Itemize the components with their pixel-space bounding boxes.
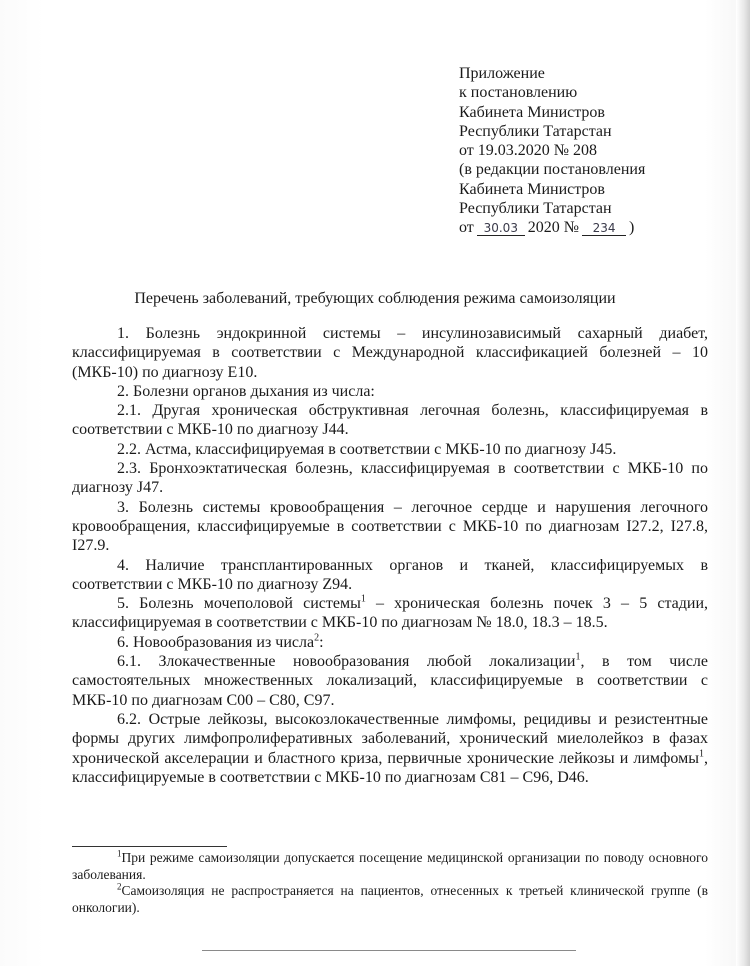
- list-item-text: – хроническая болезнь почек 3 – 5 стадии, классифицируемая в соответствии с МКБ-10 по диагнозам № 18.0, 18.3 – 18.5.: [72, 595, 709, 632]
- list-item: [72, 594, 708, 633]
- footnote-divider: [72, 846, 227, 847]
- list-item: [72, 633, 708, 652]
- footnotes: [72, 850, 708, 916]
- footnote-text: Самоизоляция не распространяется на пациентов, отнесенных к третьей клинической группе (в онкологии).: [72, 883, 708, 915]
- date-prefix: от: [459, 219, 474, 237]
- appendix-line: к постановлению: [459, 84, 578, 102]
- document-title: Перечень заболеваний, требующих соблюдения режима самоизоляции: [134, 290, 616, 307]
- footnote-ref: 1: [360, 593, 366, 605]
- date-year: 2020 №: [527, 219, 580, 237]
- appendix-line: Республики Татарстан: [459, 122, 612, 140]
- appendix-header: [459, 64, 729, 238]
- list-item-text: :: [319, 633, 324, 651]
- list-item: 4. Наличие трансплантированных органов и тканей, классифицируемых в соответствии с МКБ-10 по диагнозу Z94.: [72, 556, 708, 593]
- appendix-line: (в редакции постановления: [459, 161, 646, 179]
- handwritten-number: 234: [582, 221, 626, 236]
- footnote-ref: 1: [575, 651, 581, 663]
- close-paren: ): [629, 219, 635, 237]
- footnote-ref: 2: [314, 632, 320, 644]
- footnote-marker: 1: [117, 848, 122, 859]
- list-item-text: , классифицируемые в соответствии с МКБ-10 по диагнозам C81 – C96, D46.: [72, 749, 708, 786]
- list-item-text: , в том числе самостоятельных множественных локализаций, классифицируемые в соответствии с МКБ-10 по диагнозам C00 – C80, C97.: [72, 653, 709, 709]
- handwritten-date: 30.03: [477, 221, 525, 236]
- page-edge-shadow: [736, 0, 750, 966]
- list-item-text: 6. Новообразования из числа: [117, 633, 315, 651]
- list-item: [72, 710, 708, 787]
- list-item-text: 5. Болезнь мочеполовой системы: [117, 595, 361, 613]
- list-item: 2. Болезни органов дыхания из числа:: [117, 382, 375, 400]
- amendment-date-line: [459, 218, 729, 237]
- list-item: 3. Болезнь системы кровообращения – легочное сердце и нарушения легочного кровообращения, классифицируемые в соответствии с МКБ-10 по диагнозам I27.2, I27.8, I27.9.: [72, 498, 708, 555]
- list-item: 2.3. Бронхоэктатическая болезнь, классифицируемая в соответствии с МКБ-10 по диагнозу J47.: [72, 460, 708, 497]
- appendix-line: Кабинета Министров: [459, 103, 605, 121]
- appendix-line: Приложение: [459, 65, 545, 82]
- bottom-divider: [202, 950, 576, 951]
- footnote: [72, 850, 708, 883]
- list-item-text: 6.2. Острые лейкозы, высокозлокачественные лимфомы, рецидивы и резистентные формы других лимфопролиферативных заболеваний, хронический миелолейкоз в фазах хронической акселерации и бластного криза, первичные хронические лейкозы и лимфомы: [72, 710, 708, 767]
- footnote: [72, 883, 708, 916]
- appendix-line: Кабинета Министров: [459, 180, 605, 198]
- footnote-ref: 1: [699, 748, 704, 760]
- list-item-text: 6.1. Злокачественные новообразования любой локализации: [117, 653, 576, 671]
- appendix-line: Республики Татарстан: [459, 200, 612, 218]
- footnote-text: При режиме самоизоляции допускается посещение медицинской организации по поводу основного заболевания.: [72, 850, 708, 882]
- list-item: 1. Болезнь эндокринной системы – инсулинозависимый сахарный диабет, классифицируемая в соответствии с Международной классификацией болезней – 10 (МКБ-10) по диагнозу E10.: [72, 325, 708, 381]
- disease-list: [72, 324, 708, 787]
- appendix-line: от 19.03.2020 № 208: [459, 142, 598, 160]
- list-item: 2.1. Другая хроническая обструктивная легочная болезнь, классифицируемая в соответствии с МКБ-10 по диагнозу J44.: [72, 402, 708, 439]
- footnote-marker: 2: [117, 881, 122, 892]
- list-item: 2.2. Астма, классифицируемая в соответствии с МКБ-10 по диагнозу J45.: [117, 440, 617, 458]
- list-item: [72, 652, 708, 710]
